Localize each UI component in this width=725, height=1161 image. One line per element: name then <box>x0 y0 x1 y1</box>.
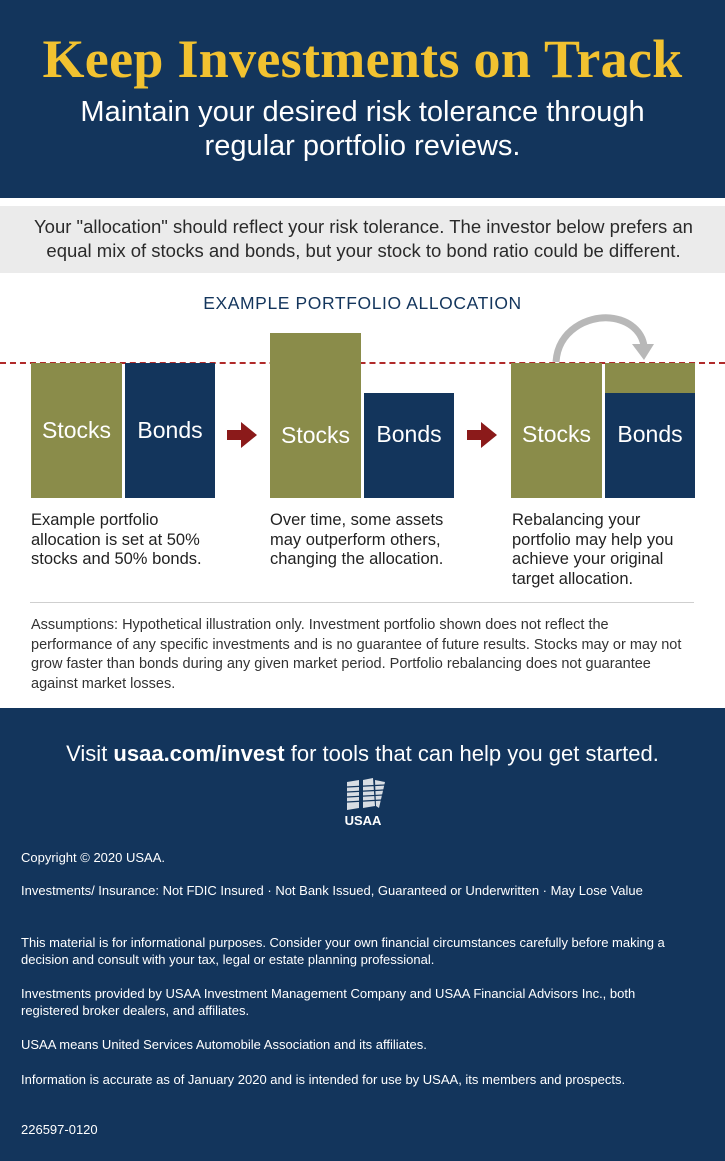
rebalanced-portion <box>605 363 695 393</box>
right-arrow-icon <box>227 422 257 448</box>
legal-copyright: Copyright © 2020 USAA. <box>21 850 165 865</box>
bonds-bar-rebalanced <box>605 393 695 498</box>
visit-prefix: Visit <box>66 741 114 766</box>
caption-drifted: Over time, some assets may outperform others, changing the allocation. <box>270 511 444 568</box>
legal-code: 226597-0120 <box>21 1122 98 1137</box>
stocks-bar-drifted <box>270 333 361 498</box>
section-title: EXAMPLE PORTFOLIO ALLOCATION <box>203 293 522 313</box>
page-title: Keep Investments on Track <box>42 29 683 89</box>
bonds-bar-initial <box>125 363 215 498</box>
legal-usaa-means: USAA means United Services Automobile Association and its affiliates. <box>21 1037 427 1052</box>
divider <box>30 602 694 603</box>
usaa-logo-text: USAA <box>344 813 382 828</box>
bonds-label: Bonds <box>376 421 442 447</box>
stocks-bar-rebalanced <box>511 363 602 498</box>
legal-accuracy: Information is accurate as of January 2020 and is intended for use by USAA, its members and prospects. <box>21 1072 626 1087</box>
legal-informational: This material is for informational purposes. Consider your own financial circumstances carefully before making a decision and consult with your tax, legal or estate planning professional. <box>21 935 665 967</box>
stocks-bar-initial <box>31 363 122 498</box>
visit-cta <box>0 741 725 767</box>
stocks-label: Stocks <box>41 417 112 443</box>
right-arrow-icon <box>467 422 497 448</box>
bonds-label: Bonds <box>617 421 683 447</box>
assumptions-text: Assumptions: Hypothetical illustration only. Investment portfolio shown does not reflect the performance of any specific investments and is no guarantee of future results. Stocks may or may not grow faster than bonds during any given market period. Portfolio rebalancing does not guarantee against market losses. <box>31 617 682 692</box>
caption-initial: Example portfolio allocation is set at 50% stocks and 50% bonds. <box>31 511 202 568</box>
header-banner <box>0 0 725 198</box>
usaa-invest-link[interactable]: usaa.com/invest <box>113 741 285 766</box>
rebalance-curved-arrow-icon <box>548 312 656 368</box>
page-subtitle: Maintain your desired risk tolerance through regular portfolio reviews. <box>80 96 645 162</box>
usaa-logo <box>339 778 387 828</box>
intro-text: Your "allocation" should reflect your risk tolerance. The investor below prefers an equal mix of stocks and bonds, but your stock to bond ratio could be different. <box>0 206 725 273</box>
caption-rebalanced: Rebalancing your portfolio may help you achieve your original target allocation. <box>512 511 674 588</box>
stocks-label: Stocks <box>521 421 592 447</box>
legal-investments-insurance: Investments/ Insurance: Not FDIC Insured · Not Bank Issued, Guaranteed or Underwritten · May Lose Value <box>21 883 643 898</box>
stocks-label: Stocks <box>280 422 351 448</box>
legal-providers: Investments provided by USAA Investment Management Company and USAA Financial Advisors Inc., both registered broker dealers, and affiliates. <box>21 986 636 1018</box>
visit-suffix: for tools that can help you get started. <box>284 741 659 766</box>
bonds-label: Bonds <box>137 417 203 443</box>
footer <box>0 708 725 1161</box>
bonds-bar-drifted <box>364 393 454 498</box>
